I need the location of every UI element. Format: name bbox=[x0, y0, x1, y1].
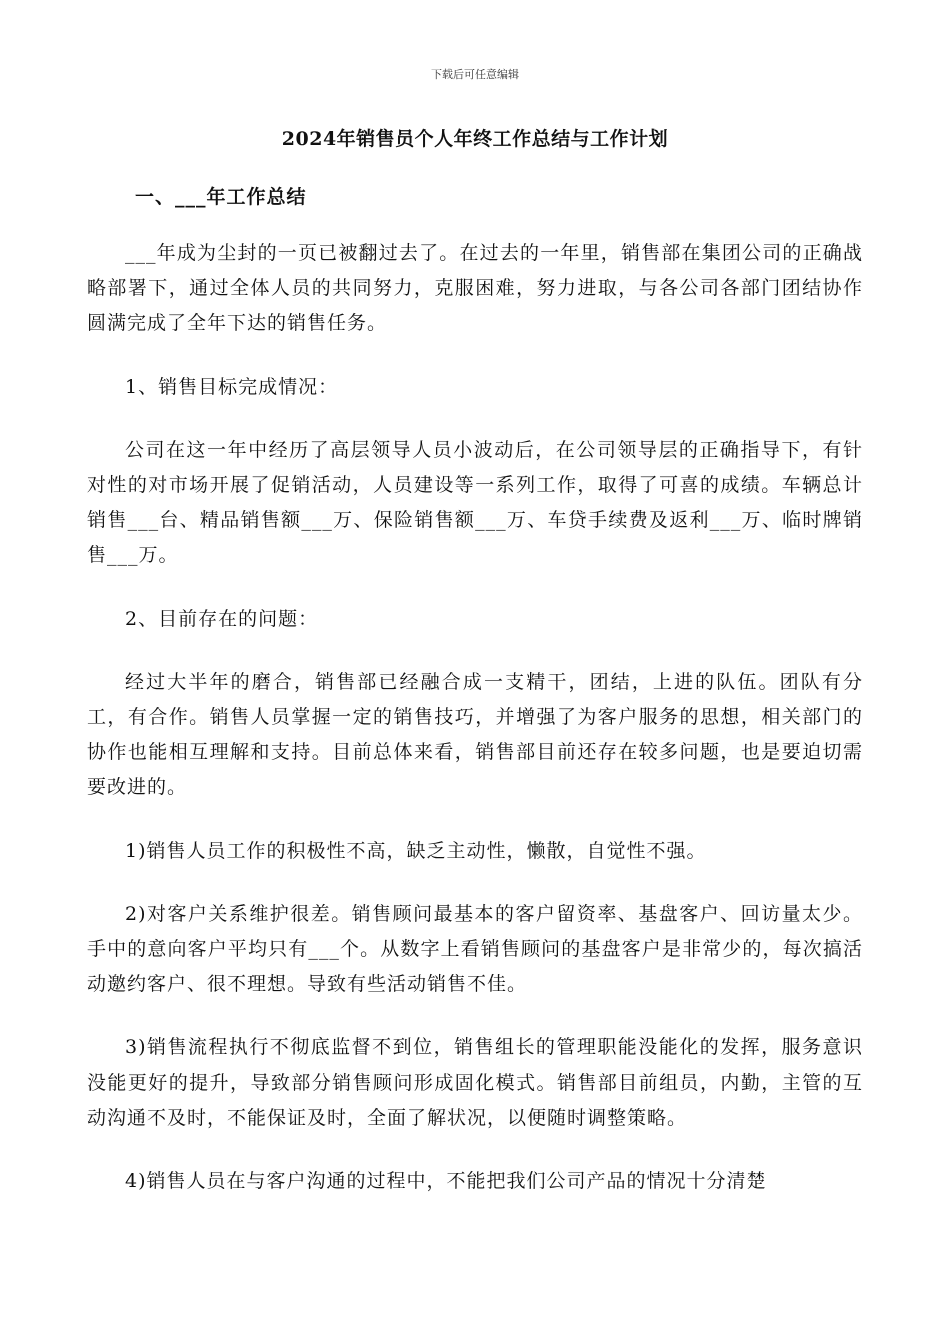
list-item-problem-1: 1)销售人员工作的积极性不高，缺乏主动性，懒散，自觉性不强。 bbox=[125, 839, 707, 862]
list-item-problem-4: 4)销售人员在与客户沟通的过程中，不能把我们公司产品的情况十分清楚 bbox=[125, 1170, 767, 1193]
subheading-sales-targets: 1、销售目标完成情况： bbox=[125, 375, 339, 398]
list-item-problem-2: 2)对客户关系维护很差。销售顾问最基本的客户留资率、基盘客户、回访量太少。手中的意向客户平均只有___个。从数字上看销售顾问的基盘客户是非常少的，每次搞活动邀约客户、很不理想。导致有些活动销售不佳。 bbox=[87, 902, 863, 996]
subheading-current-problems: 2、目前存在的问题： bbox=[125, 607, 319, 630]
section-heading: 一、___年工作总结 bbox=[135, 186, 307, 208]
list-item-problem-3: 3)销售流程执行不彻底监督不到位，销售组长的管理职能没能化的发挥，服务意识没能更好的提升，导致部分销售顾问形成固化模式。销售部目前组员，内勤，主管的互动沟通不及时，不能保证及时，全面了解状况，以便随时调整策略。 bbox=[87, 1036, 863, 1129]
page-title: 2024年销售员个人年终工作总结与工作计划 bbox=[281, 128, 669, 150]
header-note: 下载后可任意编辑 bbox=[431, 68, 519, 81]
paragraph-intro: ___年成为尘封的一页已被翻过去了。在过去的一年里，销售部在集团公司的正确战略部署下，通过全体人员的共同努力，克服困难，努力进取，与各公司各部门团结协作圆满完成了全年下达的销售任务。 bbox=[87, 242, 863, 335]
paragraph-problems-overview: 经过大半年的磨合，销售部已经融合成一支精干，团结，上进的队伍。团队有分工，有合作。销售人员掌握一定的销售技巧，并增强了为客户服务的思想，相关部门的协作也能相互理解和支持。目前总体来看，销售部目前还存在较多问题，也是要迫切需要改进的。 bbox=[87, 670, 863, 799]
document-body bbox=[87, 236, 863, 1227]
paragraph-sales-results: 公司在这一年中经历了高层领导人员小波动后，在公司领导层的正确指导下，有针对性的对市场开展了促销活动，人员建设等一系列工作，取得了可喜的成绩。车辆总计销售___台、精品销售额___万、保险销售额___万、车贷手续费及返利___万、临时牌销售___万。 bbox=[87, 438, 863, 567]
